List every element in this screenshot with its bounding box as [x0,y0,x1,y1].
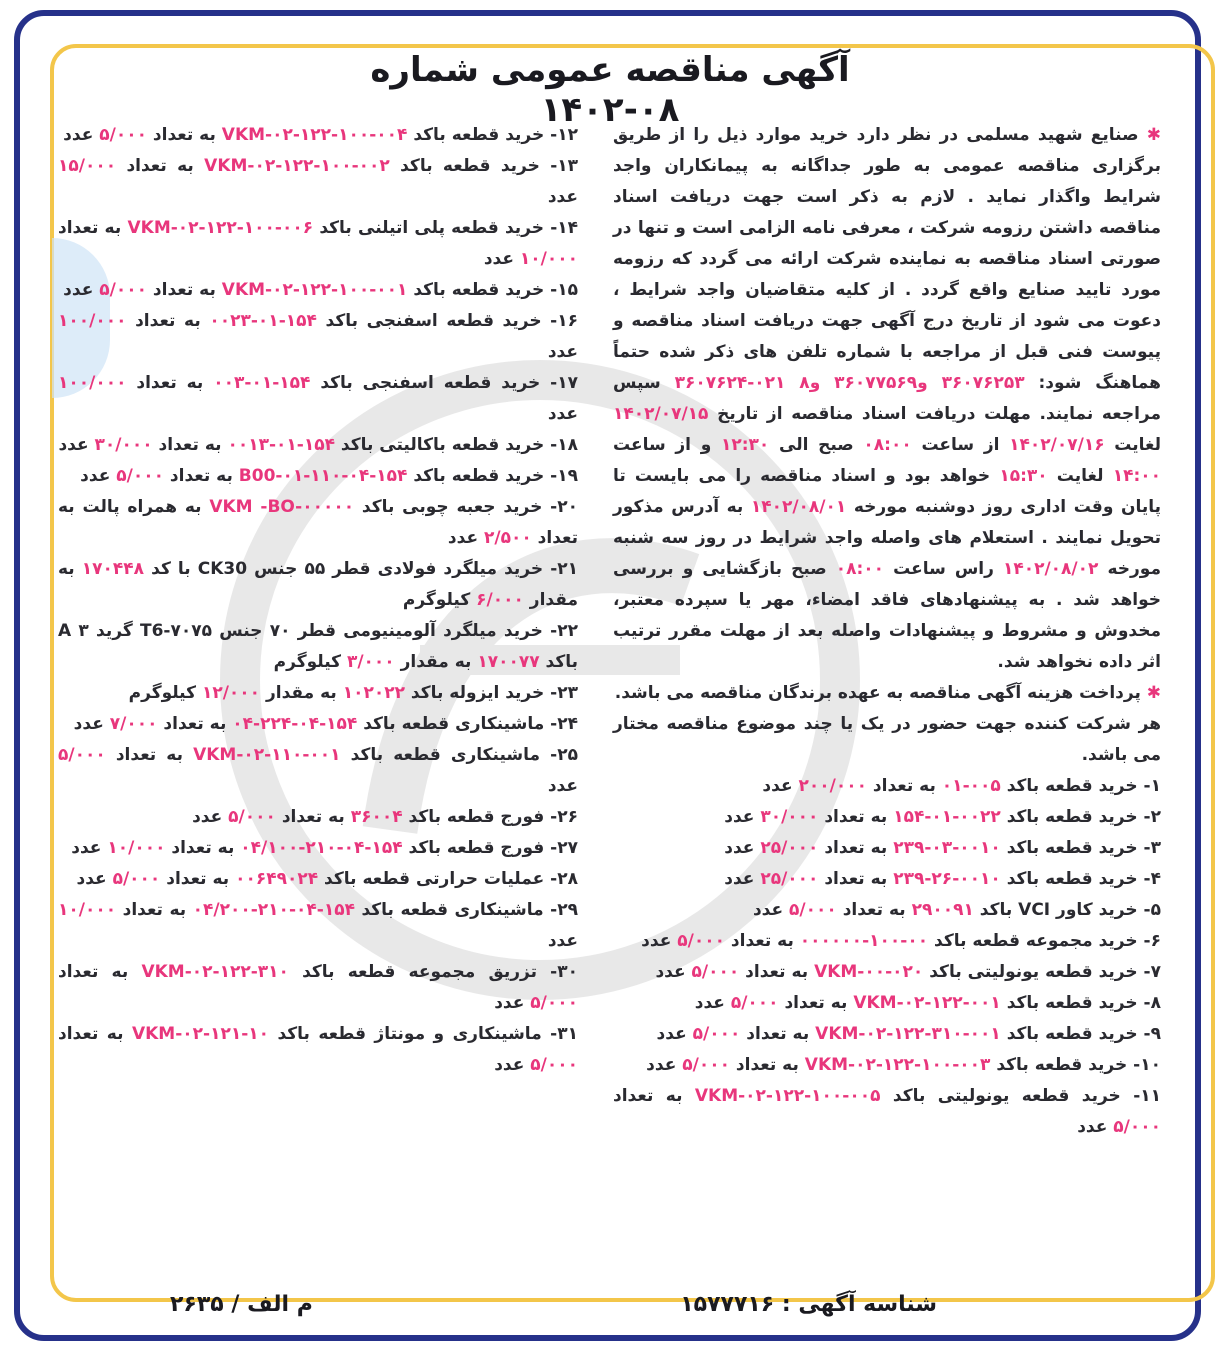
item-post: عدد [547,404,578,424]
list-item [613,1050,1161,1081]
list-item [613,833,1161,864]
item-pre: ۳- خرید قطعه باکد [1006,838,1161,858]
time-value: ۰۸:۰۰ [835,559,885,579]
item-pre: ۱- خرید قطعه باکد [1006,776,1161,796]
item-post: عدد [73,714,104,734]
item-qty: ۵/۰۰۰ [99,280,147,300]
item-post: عدد [63,280,94,300]
schedule-text: خواهد بود و اسناد مناقصه را می بایست تا پایان وقت اداری روز دوشنبه مورخه [613,466,1161,517]
item-mid: به تعداد [158,435,222,455]
item-post: عدد [547,187,578,207]
item-mid: به تعداد [171,838,235,858]
item-code: B00-۰۱-۱۱۰-۰۴-۱۵۴ [238,466,408,486]
schedule-text: صبح بازگشایی و بررسی خواهد شد . به پیشنهادهای فاقد امضاء، مهر یا سپرده معتبر، مخدوش و مشروط و پیشنهادات واصله بعد از مهلت مقرر ترتیب اثر داده نخواهد شد. [613,559,1161,672]
item-qty: ۱۲/۰۰۰ [201,683,261,703]
item-code: VKM-۰۲-۱۲۱-۱۰ [131,1024,269,1044]
item-post: عدد [547,342,578,362]
item-qty: ۵/۰۰۰ [692,1024,741,1044]
item-pre: ۸- خرید قطعه باکد [1006,993,1161,1013]
item-code: ۱۵۴-۰۴-۲۱۰-۰۴/۱۰۰ [240,838,403,858]
star-icon: ✱ [1146,125,1162,145]
item-mid: به تعداد [735,1055,799,1075]
item-pre: ۲۵- ماشینکاری قطعه باکد [350,745,578,765]
item-post: عدد [752,900,784,920]
item-qty: ۲۵/۰۰۰ [760,838,819,858]
date-value: ۱۴۰۲/۰۸/۰۲ [1002,559,1099,579]
item-mid: به تعداد [842,900,906,920]
item-post: عدد [694,993,725,1013]
item-qty: ۱۰/۰۰۰ [107,838,166,858]
item-post: عدد [494,993,525,1013]
item-pre: ۱۶- خرید قطعه اسفنجی باکد [325,311,579,331]
item-post: کیلوگرم [402,590,471,610]
list-item [58,833,578,864]
item-mid: به تعداد [135,311,201,331]
item-qty: ۱۰/۰۰۰ [519,249,578,269]
item-code: VKM-۰۲-۱۲۲-۱۰۰-۰۰۲ [204,156,390,176]
item-mid: به تعداد [58,1024,124,1044]
item-mid: به تعداد [281,807,345,827]
item-mid: به تعداد [136,373,204,393]
item-pre: ۲۶- فورج قطعه باکد [408,807,578,827]
time-value: ۱۲:۳۰ [720,435,770,455]
list-item [58,368,578,430]
item-pre: ۱۳- خرید قطعه باکد [400,156,579,176]
item-post: عدد [63,125,94,145]
item-code: VKM-۰۲-۱۲۲-۱۰۰-۰۰۴ [221,125,408,145]
item-code: VKM-۰۲-۱۱۰-۰۰۱ [193,745,341,765]
date-value: ۱۴۰۲/۰۷/۱۵ [613,404,709,424]
schedule-text: و از ساعت [613,435,712,455]
item-code: VKM-۰۲-۱۲۲-۱۰۰-۰۰۱ [221,280,408,300]
item-qty: ۱۰/۰۰۰ [58,900,117,920]
item-post: عدد [547,776,578,796]
item-mid: به مقدار [265,683,337,703]
ad-id-label: شناسه آگهی : [781,1292,937,1317]
item-mid: به تعداد [784,993,848,1013]
list-item [58,678,578,709]
list-item [58,740,578,802]
item-post: عدد [724,869,755,889]
item-code: ۰۰۱۰-۰۳-۲۳۹ [893,838,1001,858]
item-mid: به همراه پالت به تعداد [58,497,578,548]
list-item [613,1019,1161,1050]
item-qty: ۳۰/۰۰۰ [760,807,819,827]
item-mid: به تعداد [872,776,936,796]
item-code: ۰۰۶۴۹۰۲۴ [235,869,319,889]
item-code: ۱۷۰۰۷۷ [477,652,540,672]
item-qty: ۶/۰۰۰ [476,590,524,610]
item-pre: ۲۹- ماشینکاری قطعه باکد [361,900,578,920]
item-pre: ۵- خرید کاور VCI باکد [979,900,1161,920]
item-pre: ۳۰- تزریق مجموعه قطعه باکد [302,962,578,982]
schedule-text: لغایت [1056,466,1104,486]
schedule-text: از ساعت [921,435,1000,455]
item-post: عدد [724,838,755,858]
item-qty: ۱۰۰/۰۰۰ [58,311,127,331]
item-pre: ۲۸- عملیات حرارتی قطعه باکد [324,869,578,889]
schedule-text: صبح الی [779,435,854,455]
item-pre: ۲۳- خرید ایزوله باکد [410,683,578,703]
item-post: عدد [656,1024,687,1044]
item-qty: ۵/۰۰۰ [112,869,161,889]
item-pre: ۲- خرید قطعه باکد [1006,807,1161,827]
item-post: عدد [494,1055,525,1075]
time-value: ۱۴:۰۰ [1112,466,1162,486]
item-code: ۱۵۴-۰۱-۰۰۲۳ [209,311,317,331]
cost-note-text: پرداخت هزینه آگهی مناقصه به عهده برندگان مناقصه می باشد. [614,683,1141,703]
item-pre: ۱۹- خرید قطعه باکد [413,466,578,486]
item-mid: به تعداد [169,466,233,486]
participation-note: هر شرکت کننده جهت حضور در یک یا چند موضوع مناقصه مختار می باشد. [613,714,1161,765]
item-code: ۱۵۴-۰۱-۰۰۱۳ [227,435,335,455]
list-item [58,461,578,492]
item-qty: ۳/۰۰۰ [346,652,395,672]
item-pre: ۱۲- خرید قطعه باکد [413,125,578,145]
list-item [58,275,578,306]
item-code: ۱۵۴-۰۴-۲۱۰-۰۴/۲۰۰ [192,900,355,920]
item-qty: ۳۰/۰۰۰ [94,435,153,455]
item-pre: ۱۴- خرید قطعه پلی اتیلنی باکد [319,218,579,238]
item-mid: به تعداد [824,838,888,858]
items-list-right [613,771,1161,1143]
item-pre: ۴- خرید قطعه باکد [1006,869,1161,889]
item-post: عدد [655,962,686,982]
item-code: ۰۰۲۲-۰۱-۱۵۴ [893,807,1001,827]
item-qty: ۷/۰۰۰ [109,714,158,734]
item-mid: به تعداد [163,714,227,734]
item-qty: ۲۰۰/۰۰۰ [798,776,867,796]
item-post: عدد [724,807,755,827]
item-mid: به تعداد [746,1024,810,1044]
item-code: VKM-۰۲-۱۲۲-۳۱۰ [141,962,289,982]
item-mid: به تعداد [115,745,183,765]
star-icon: ✱ [1146,683,1161,703]
item-pre: ۷- خرید قطعه یونولیتی باکد [929,962,1161,982]
footer-code: م الف / ۲۶۳۵ [170,1292,313,1317]
item-mid: به تعداد [613,1086,683,1106]
list-item [58,1019,578,1081]
schedule-text: راس ساعت [893,559,994,579]
time-value: ۱۵:۳۰ [999,466,1048,486]
item-code: VKM-۰۲-۱۲۲-۳۱۰-۰۰۱ [815,1024,1001,1044]
list-item [613,957,1161,988]
item-qty: ۱۰۰/۰۰۰ [58,373,127,393]
item-mid: به تعداد [126,156,194,176]
item-pre: ۲۰- خرید جعبه چوبی باکد [361,497,578,517]
list-item [613,988,1161,1019]
item-code: VKM-۰۰-۰۲۰ [814,962,924,982]
list-item [58,213,578,275]
item-post: عدد [447,528,479,548]
item-qty: ۵/۰۰۰ [730,993,779,1013]
list-item [58,554,578,616]
intro-paragraph [613,120,1161,678]
item-qty: ۱۵/۰۰۰ [58,156,117,176]
item-qty: ۵/۰۰۰ [58,745,106,765]
list-item [58,802,578,833]
item-mid: به مقدار [58,559,578,610]
item-qty: ۲۵/۰۰۰ [760,869,819,889]
item-code: ۱۵۴-۰۴-۲۲۴-۰۴ [232,714,358,734]
item-code: VKM-۰۲-۱۲۲-۰۰۱ [853,993,1001,1013]
item-code: VKM -BO-۰۰۰۰۰ [209,497,355,517]
item-mid: به تعداد [122,900,187,920]
item-mid: به تعداد [166,869,230,889]
item-code: ۱۵۴-۰۱-۰۰۳ [213,373,311,393]
list-item [58,306,578,368]
item-code: ۲۹۰۰۹۱ [911,900,974,920]
item-qty: ۵/۰۰۰ [789,900,837,920]
item-post: کیلوگرم [273,652,342,672]
item-post: عدد [71,838,102,858]
page-title: آگهی مناقصه عمومی شماره ۰۸-۱۴۰۲ [370,50,850,130]
list-item [58,492,578,554]
list-item [58,616,578,678]
list-item [58,864,578,895]
item-post: کیلوگرم [128,683,197,703]
list-item [58,895,578,957]
item-mid: به مقدار [400,652,472,672]
item-qty: ۵/۰۰۰ [682,1055,730,1075]
time-value: ۰۸:۰۰ [863,435,912,455]
list-item [613,926,1161,957]
items-list-left [58,120,578,1081]
item-code: VKM-۰۲-۱۲۲-۱۰۰-۰۰۵ [694,1086,881,1106]
ad-id [680,1292,937,1326]
item-code: ۳۶۰۰۴ [350,807,403,827]
item-qty: ۵/۰۰۰ [116,466,164,486]
item-pre: ۱۷- خرید قطعه اسفنجی باکد [320,373,579,393]
item-mid: به تعداد [824,807,888,827]
item-post: عدد [1077,1117,1108,1137]
item-pre: ۲۴- ماشینکاری قطعه باکد [363,714,578,734]
list-item [613,864,1161,895]
item-code: ۰۰-۱۰۰-۰۰۰۰۰۰ [799,931,929,951]
item-pre: ۲۷- فورج قطعه باکد [408,838,578,858]
item-post: عدد [76,869,107,889]
item-qty: ۵/۰۰۰ [691,962,740,982]
item-pre: ۳۱- ماشینکاری و مونتاژ قطعه باکد [277,1024,578,1044]
list-item [613,1081,1161,1143]
item-post: عدد [192,807,223,827]
item-qty: ۲/۵۰۰ [484,528,532,548]
schedule-text: به آدرس مذکور تحویل نمایند . استعلام های واصله واجد شرایط در روز سه شنبه مورخه [613,497,1161,579]
phone-numbers: ۳۶۰۷۶۲۵۳ و۳۶۰۷۷۵۶۹ و۸ ۰۲۱-۳۶۰۷۶۲۴ [674,373,1025,393]
item-mid: به تعداد [152,125,216,145]
item-qty: ۵/۰۰۰ [530,993,578,1013]
item-qty: ۵/۰۰۰ [1113,1117,1161,1137]
item-post: عدد [483,249,514,269]
item-pre: ۲۲- خرید میلگرد آلومینیومی قطر ۷۰ جنس T6-۷۰۷۵ گرید A ۳ باکد [58,621,579,672]
item-pre: ۱۵- خرید قطعه باکد [413,280,578,300]
list-item [58,709,578,740]
item-code: VKM-۰۲-۱۲۲-۱۰۰-۰۰۶ [127,218,314,238]
schedule-text: لغایت [1114,435,1162,455]
item-pre: ۱۸- خرید قطعه باکالیتی باکد [340,435,578,455]
item-qty: ۵/۰۰۰ [530,1055,578,1075]
item-code: ۰۰۵-۰۱ [941,776,1001,796]
item-pre: ۱۱- خرید قطعه یونولیتی باکد [892,1086,1162,1106]
right-column [613,120,1161,1143]
item-mid: به تعداد [58,962,129,982]
item-pre: ۹- خرید قطعه باکد [1006,1024,1161,1044]
item-mid: به تعداد [824,869,888,889]
item-qty: ۵/۰۰۰ [228,807,276,827]
item-code: ۱۷۰۴۴۸ [81,559,145,579]
list-item [613,895,1161,926]
item-pre: ۱۰- خرید قطعه باکد [996,1055,1161,1075]
item-post: عدد [762,776,793,796]
item-qty: ۵/۰۰۰ [99,125,147,145]
list-item [58,120,578,151]
list-item [58,430,578,461]
item-qty: ۵/۰۰۰ [677,931,725,951]
item-post: عدد [641,931,672,951]
list-item [613,802,1161,833]
item-mid: به تعداد [730,931,794,951]
item-code: ۱۰۲۰۲۲ [342,683,405,703]
left-column [58,120,578,1081]
item-post: عدد [646,1055,677,1075]
item-post: عدد [547,931,578,951]
list-item [58,151,578,213]
intro-text: صنایع شهید مسلمی در نظر دارد خرید موارد ذیل را از طریق برگزاری مناقصه عمومی به طور جداگانه به پیمانکاران واجد شرایط واگذار نماید . لازم به ذکر است جهت دریافت اسناد مناقصه داشتن رزومه شرکت ، معرفی نامه الزامی است و تنها در صورتی اسناد مناقصه به نماینده شرکت ارائه می گردد که رزومه مورد تایید صنایع واقع گردد . از کلیه متقاضیان واجد شرایط ، دعوت می شود از تاریخ درج آگهی جهت دریافت اسناد مناقصه و پیوست فنی قبل از مراجعه با شماره تلفن های ذکر شده حتماً هماهنگ شود: [613,125,1161,393]
date-value: ۱۴۰۲/۰۸/۰۱ [750,497,847,517]
item-post: عدد [58,435,89,455]
item-mid: به تعداد [152,280,216,300]
item-pre: ۶- خرید مجموعه قطعه باکد [934,931,1161,951]
item-mid: به تعداد [745,962,809,982]
item-code: VKM-۰۲-۱۲۲-۱۰۰-۰۰۳ [804,1055,991,1075]
cost-note [613,678,1161,709]
item-mid: به تعداد [58,218,122,238]
list-item [613,771,1161,802]
ad-id-value: ۱۵۷۷۷۱۶ [680,1292,775,1317]
item-code: ۰۰۱۰-۲۶-۲۳۹ [893,869,1001,889]
schedule-text: سپس مراجعه نمایند. مهلت دریافت اسناد مناقصه از تاریخ [613,373,1161,424]
item-post: عدد [80,466,111,486]
item-pre: ۲۱- خرید میلگرد فولادی قطر ۵۵ جنس CK30 با کد [151,559,579,579]
date-value: ۱۴۰۲/۰۷/۱۶ [1009,435,1105,455]
list-item [58,957,578,1019]
